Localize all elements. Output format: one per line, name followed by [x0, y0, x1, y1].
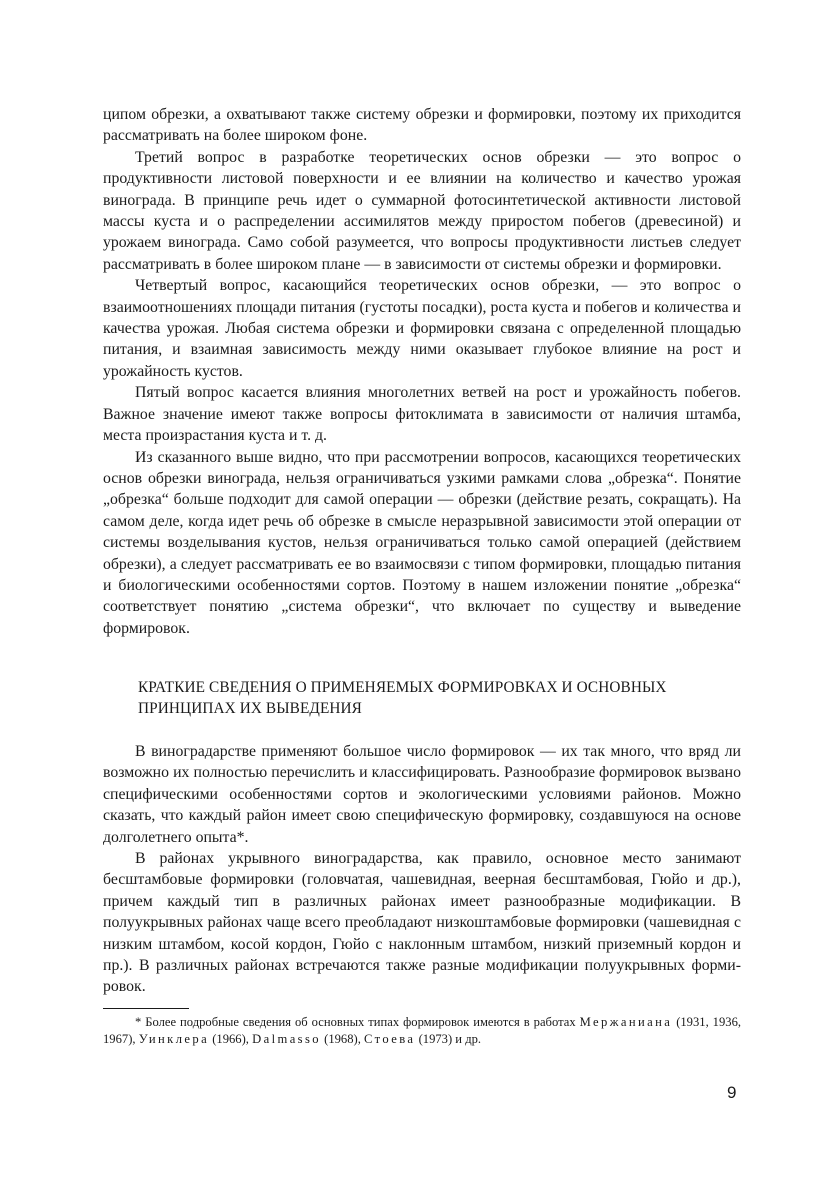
footnote-years-merzhanian: (1931, 1936, 1967),: [103, 1015, 742, 1046]
body-text-top: [103, 104, 741, 639]
footnote-author-winkler: Уинклера: [138, 1031, 210, 1046]
page-number: 9: [727, 1083, 737, 1102]
paragraph-conclusion: Из сказанного выше видно, что при рассмотрении вопросов, касающихся теоретических основ обрезки винограда, нельзя ограничиваться узкими рамками слова „обрезка“. Понятие „обрезка“ больше подходит для самой операции — обрезки (действие резать, сокращать). На самом деле, когда идет речь об обрезке в смысле неразрывной зависимости этой операции от системы возделывания кустов, нельзя ограничиваться только самой операцией (действием обрезки), а следует рассматривать ее во взаимосвязи с типом формировки, площадью питания и биологическими особенностями сортов. Поэтому в нашем изложении понятие „обрезка“ соответствует понятию „система обрезки“, что включает по существу и выведение формировок.: [103, 448, 741, 637]
paragraph-fourth-question: Четвертый вопрос, касающийся теоретических основ обрезки, — это вопрос о взаимоотношениях площади питания (густоты посадки), роста куста и побегов и количества и качества урожая. Любая система обрезки и формировки связана с определенной площадью питания, и взаимная зависимость между ними оказывает глубокое влияние на рост и урожайность кустов.: [103, 277, 741, 380]
paragraph-continuation: ципом обрезки, а охватывают также систему обрезки и формировки, поэтому их приходится рассматривать на более широком фоне.: [103, 106, 741, 145]
footnote-years-winkler: (1966),: [212, 1031, 249, 1046]
paragraph-formations-intro: В виноградарстве применяют большое число формировок — их так много, что вряд ли возможно их полностью перечислить и классифицировать. Разнообразие формировок вызвано специфическими особенностями сортов и экологическими условиями районов. Можно сказать, что каждый район имеет свою специфическую формировку, создавшуюся на основе долголетнего опыта*.: [103, 743, 741, 846]
body-text-bottom: [103, 741, 741, 998]
footnote-author-merzhanian: Мержаниана: [579, 1015, 673, 1029]
footnote: [103, 1014, 741, 1048]
footnote-years-dalmasso: (1968),: [324, 1031, 361, 1046]
footnote-intro: * Более подробные сведения об основных типах формировок имеются в работах: [135, 1015, 576, 1029]
paragraph-fifth-question: Пятый вопрос касается влияния многолетних ветвей на рост и урожайность побегов. Важное значение имеют также вопросы фитоклимата в зависимости от наличия штамба, места произрастания куста и т. д.: [103, 384, 741, 445]
section-heading: КРАТКИЕ СВЕДЕНИЯ О ПРИМЕНЯЕМЫХ ФОРМИРОВКАХ И ОСНОВНЫХ ПРИНЦИПАХ ИХ ВЫВЕДЕНИЯ: [138, 679, 667, 717]
paragraph-covered-regions: В районах укрывного виноградарства, как правило, основное место занимают бесштамбовые формировки (головчатая, чашевидная, веерная бесштамбовая, Гюйо и др.), причем каждый тип в различных районах имеет разнообразные модификации. В полуукрывных районах чаще всего преобладают низкоштамбовые формировки (чашевидная с низким штамбом, косой кордон, Гюйо с наклонным штамбом, низкий приземный кордон и пр.). В различных районах встречаются также разные модификации полуукрывных формировок.: [103, 850, 741, 996]
footnote-author-dalmasso: Dalmasso: [252, 1031, 321, 1046]
footnote-author-stoev: Стоева: [364, 1031, 416, 1046]
footnote-divider: [103, 1008, 189, 1009]
paragraph-third-question: Третий вопрос в разработке теоретических основ обрезки — это вопрос о продуктивности листовой поверхности и ее влиянии на количество и качество урожая винограда. В принципе речь идет о суммарной фотосинтетической активности листовой массы куста и о распределении ассимилятов между приростом побегов (древесиной) и урожаем винограда. Само собой разумеется, что вопросы продуктивности листьев следует рассматривать в более широком плане — в зависимости от системы обрезки и формировки.: [103, 148, 741, 273]
footnote-tail: (1973) и др.: [418, 1031, 482, 1046]
